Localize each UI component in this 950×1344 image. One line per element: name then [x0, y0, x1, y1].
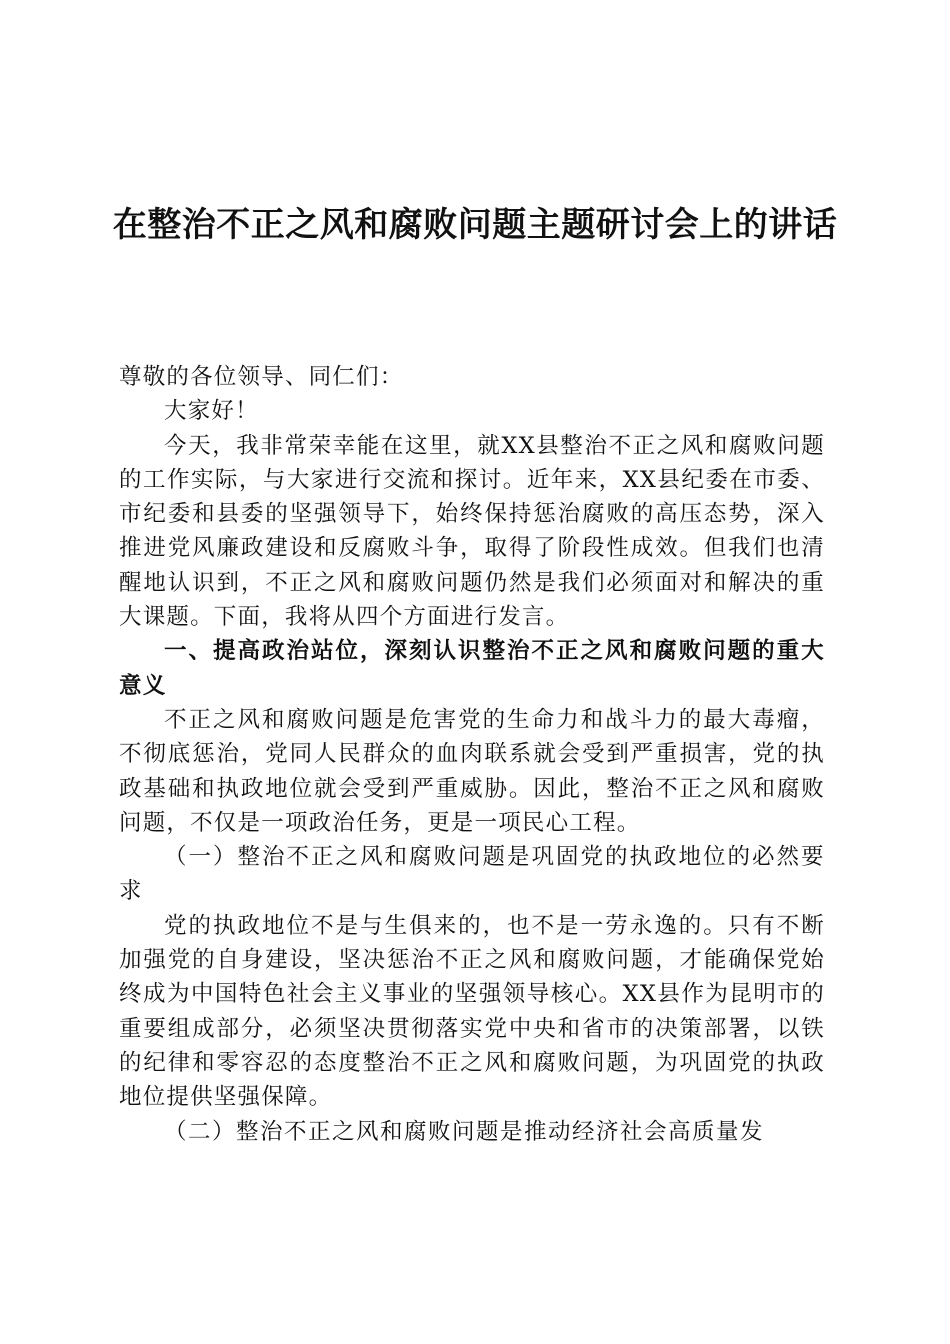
section-1-paragraph: 不正之风和腐败问题是危害党的生命力和战斗力的最大毒瘤，不彻底惩治，党同人民群众的血肉联系就会受到严重损害，党的执政基础和执政地位就会受到严重威胁。因此，整治不正之风和腐败问题，不仅是一项政治任务，更是一项民心工程。	[119, 706, 825, 836]
intro-paragraph: 今天，我非常荣幸能在这里，就XX县整治不正之风和腐败问题的工作实际，与大家进行交流和探讨。近年来，XX县纪委在市委、市纪委和县委的坚强领导下，始终保持惩治腐败的高压态势，深入推进党风廉政建设和反腐败斗争，取得了阶段性成效。但我们也清醒地认识到，不正之风和腐败问题仍然是我们必须面对和解决的重大课题。下面，我将从四个方面进行发言。	[119, 432, 825, 631]
document-title: 在整治不正之风和腐败问题主题研讨会上的讲话	[112, 205, 838, 245]
greeting: 大家好！	[164, 398, 259, 425]
document-body	[119, 360, 825, 1149]
subsection-1-paragraph: 党的执政地位不是与生俱来的，也不是一劳永逸的。只有不断加强党的自身建设，坚决惩治不正之风和腐败问题，才能确保党始终成为中国特色社会主义事业的坚强领导核心。XX县作为昆明市的重要组成部分，必须坚决贯彻落实党中央和省市的决策部署，以铁的纪律和零容忍的态度整治不正之风和腐败问题，为巩固党的执政地位提供坚强保障。	[119, 912, 825, 1111]
subsection-1-heading: （一）整治不正之风和腐败问题是巩固党的执政地位的必然要求	[119, 844, 825, 905]
section-1-heading: 一、提高政治站位，深刻认识整治不正之风和腐败问题的重大意义	[119, 638, 825, 699]
salutation: 尊敬的各位领导、同仁们：	[119, 364, 404, 390]
subsection-2-heading: （二）整治不正之风和腐败问题是推动经济社会高质量发	[164, 1118, 765, 1145]
